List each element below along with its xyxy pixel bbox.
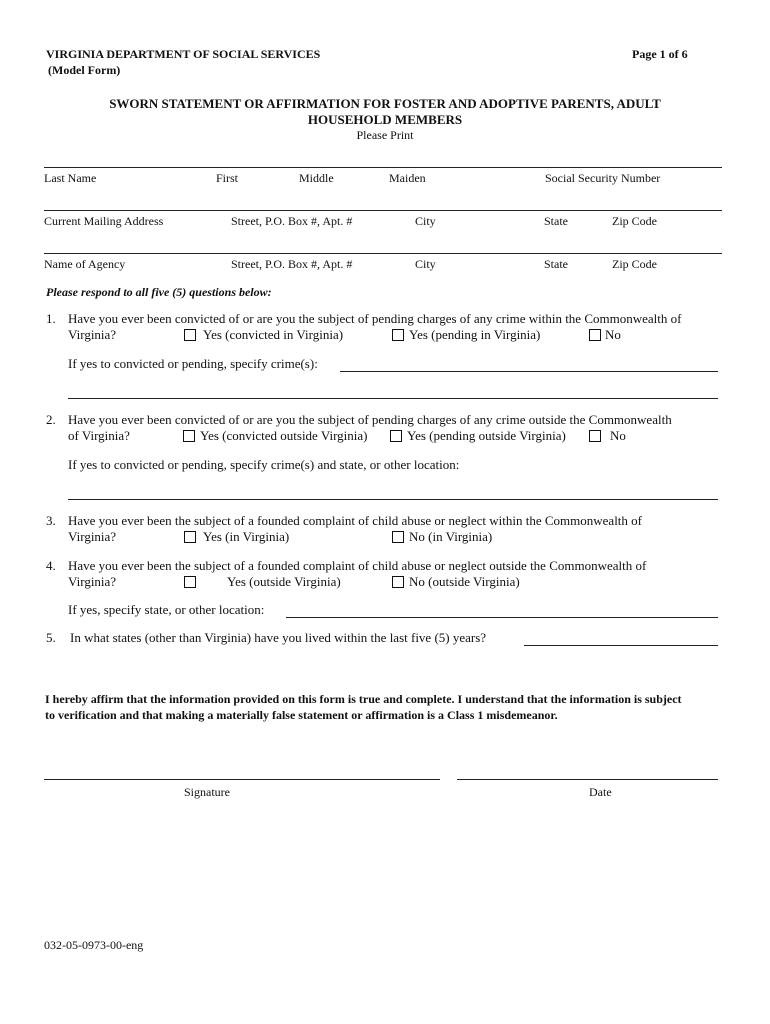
q3-text: Have you ever been the subject of a founded complaint of child abuse or neglect within the Commonwealth of [68, 513, 642, 528]
q2-number: 2. [46, 412, 56, 427]
q1-crimes-line [340, 371, 718, 372]
q1-yes-pending-label: Yes (pending in Virginia) [409, 327, 541, 342]
agency-field[interactable] [44, 236, 726, 254]
q2-yes-convicted-label: Yes (convicted outside Virginia) [200, 428, 368, 443]
q4-specify-label: If yes, specify state, or other location: [68, 602, 265, 617]
address-line [44, 210, 722, 211]
q3-number: 3. [46, 513, 56, 528]
q2-yes-pending-label: Yes (pending outside Virginia) [407, 428, 566, 443]
zip-label: Zip Code [612, 214, 657, 228]
mailing-address-field[interactable] [44, 193, 726, 211]
street-label: Street, P.O. Box #, Apt. # [231, 214, 353, 228]
agency-street-label: Street, P.O. Box #, Apt. # [231, 257, 353, 271]
q2-yes-convicted-checkbox[interactable] [183, 430, 195, 442]
state-label: State [544, 214, 568, 228]
q1-text-line2: Virginia? [68, 327, 117, 342]
name-ssn-field[interactable] [44, 150, 726, 168]
please-print: Please Print [356, 128, 414, 142]
q5-states-line [524, 645, 718, 646]
affirmation-line2: to verification and that making a materially false statement or affirmation is a Class 1 misdemeanor. [45, 708, 558, 722]
q4-yes-label: Yes (outside Virginia) [227, 574, 341, 589]
form-number: 032-05-0973-00-eng [44, 938, 144, 952]
q2-no-checkbox[interactable] [589, 430, 601, 442]
signature-label: Signature [184, 785, 230, 799]
q2-no-label: No [610, 428, 626, 443]
q1-no-label: No [605, 327, 621, 342]
agency-zip-label: Zip Code [612, 257, 657, 271]
middle-name-label: Middle [299, 171, 334, 185]
q1-yes-pending-checkbox[interactable] [392, 329, 404, 341]
form-title-line2: HOUSEHOLD MEMBERS [307, 112, 463, 127]
q4-location-line [286, 617, 718, 618]
q1-crimes-line-2 [68, 398, 718, 399]
agency-line [44, 253, 722, 254]
q1-number: 1. [46, 311, 56, 326]
q2-text-line2: of Virginia? [68, 428, 130, 443]
city-label: City [415, 214, 436, 228]
agency-name-label: Name of Agency [44, 257, 126, 271]
last-name-label: Last Name [44, 171, 97, 185]
date-label: Date [589, 785, 612, 799]
q3-no-label: No (in Virginia) [409, 529, 493, 544]
q1-specify-label: If yes to convicted or pending, specify crime(s): [68, 356, 318, 371]
agency-name: VIRGINIA DEPARTMENT OF SOCIAL SERVICES [46, 47, 321, 61]
q2-yes-pending-checkbox[interactable] [390, 430, 402, 442]
q3-text-line2: Virginia? [68, 529, 117, 544]
agency-state-label: State [544, 257, 568, 271]
q1-yes-convicted-label: Yes (convicted in Virginia) [203, 327, 344, 342]
q4-text-line2: Virginia? [68, 574, 117, 589]
q2-crimes-line [68, 499, 718, 500]
q1-text: Have you ever been convicted of or are you the subject of pending charges of any crime within the Commonwealth of [68, 311, 682, 326]
q4-number: 4. [46, 558, 56, 573]
model-form-label: (Model Form) [48, 63, 121, 77]
signature-field[interactable] [44, 762, 444, 780]
page-number: Page 1 of 6 [632, 47, 688, 61]
date-field[interactable] [457, 762, 722, 780]
instructions: Please respond to all five (5) questions below: [46, 285, 272, 299]
q2-specify-label: If yes to convicted or pending, specify crime(s) and state, or other location: [68, 457, 460, 472]
signature-line [44, 779, 440, 780]
q2-text: Have you ever been convicted of or are you the subject of pending charges of any crime outside the Commonwealth [68, 412, 672, 427]
q1-no-checkbox[interactable] [589, 329, 601, 341]
q5-text: In what states (other than Virginia) have you lived within the last five (5) years? [70, 630, 487, 645]
q1-yes-convicted-checkbox[interactable] [184, 329, 196, 341]
q4-no-checkbox[interactable] [392, 576, 404, 588]
q5-number: 5. [46, 630, 56, 645]
form-title-line1: SWORN STATEMENT OR AFFIRMATION FOR FOSTER AND ADOPTIVE PARENTS, ADULT [109, 96, 661, 111]
q4-no-label: No (outside Virginia) [409, 574, 520, 589]
ssn-label: Social Security Number [545, 171, 661, 185]
mailing-address-label: Current Mailing Address [44, 214, 164, 228]
q3-yes-checkbox[interactable] [184, 531, 196, 543]
q4-text: Have you ever been the subject of a founded complaint of child abuse or neglect outside the Commonwealth of [68, 558, 647, 573]
name-line [44, 167, 722, 168]
q3-yes-label: Yes (in Virginia) [203, 529, 290, 544]
q4-yes-checkbox[interactable] [184, 576, 196, 588]
date-line [457, 779, 718, 780]
first-name-label: First [216, 171, 239, 185]
affirmation-line1: I hereby affirm that the information provided on this form is true and complete. I understand that the information is subject [45, 692, 682, 706]
agency-city-label: City [415, 257, 436, 271]
maiden-name-label: Maiden [389, 171, 426, 185]
q3-no-checkbox[interactable] [392, 531, 404, 543]
